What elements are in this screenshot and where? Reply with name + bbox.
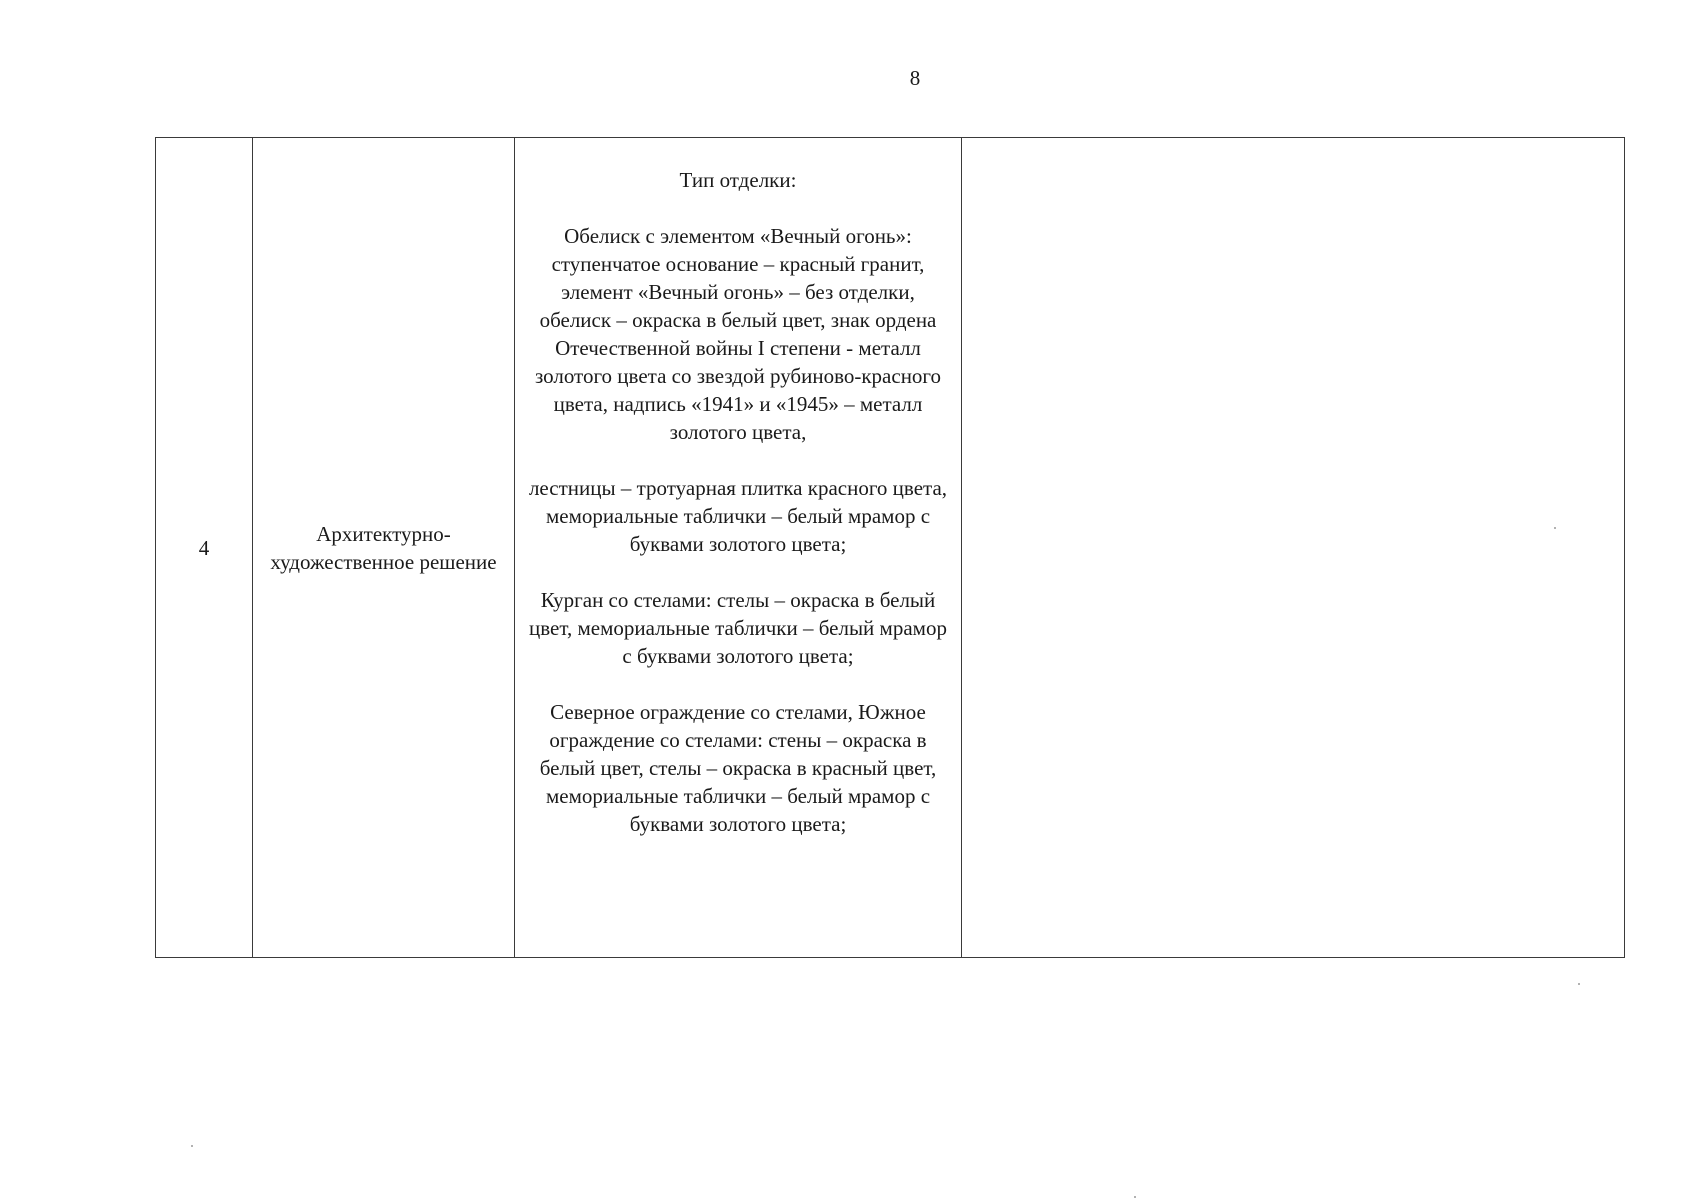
scan-speck xyxy=(1578,983,1580,985)
description-paragraph: Обелиск с элементом «Вечный огонь»: ступенчатое основание – красный гранит, элемент «Вечный огонь» – без отделки, обелиск – окраска в белый цвет, знак ордена Отечественной войны I степени - металл золотого цвета со звездой рубиново-красного цвета, надпись «1941» и «1945» – металл золотого цвета, xyxy=(534,224,942,444)
row-name: Архитектурно-художественное решение xyxy=(270,521,497,574)
page-number: 8 xyxy=(909,66,921,90)
description-paragraph: Северное ограждение со стелами, Южное ограждение со стелами: стены – окраска в белый цвет, стелы – окраска в красный цвет, мемориальные таблички – белый мрамор с буквами золотого цвета; xyxy=(539,700,937,836)
scan-speck xyxy=(1134,1196,1136,1198)
row-description-cell xyxy=(515,138,962,958)
table-row xyxy=(156,138,1625,958)
requirements-table xyxy=(155,137,1625,958)
row-number: 4 xyxy=(198,535,210,560)
row-number-cell xyxy=(156,138,253,958)
scan-speck xyxy=(191,1145,193,1147)
description-paragraph: лестницы – тротуарная плитка красного цвета, мемориальные таблички – белый мрамор с буквами золотого цвета; xyxy=(528,476,948,556)
finish-type-heading: Тип отделки: xyxy=(679,168,797,192)
description-paragraph: Курган со стелами: стелы – окраска в белый цвет, мемориальные таблички – белый мрамор с буквами золотого цвета; xyxy=(529,588,947,668)
scan-speck xyxy=(1554,527,1556,529)
row-name-cell xyxy=(253,138,515,958)
row-extra-cell xyxy=(962,138,1625,958)
